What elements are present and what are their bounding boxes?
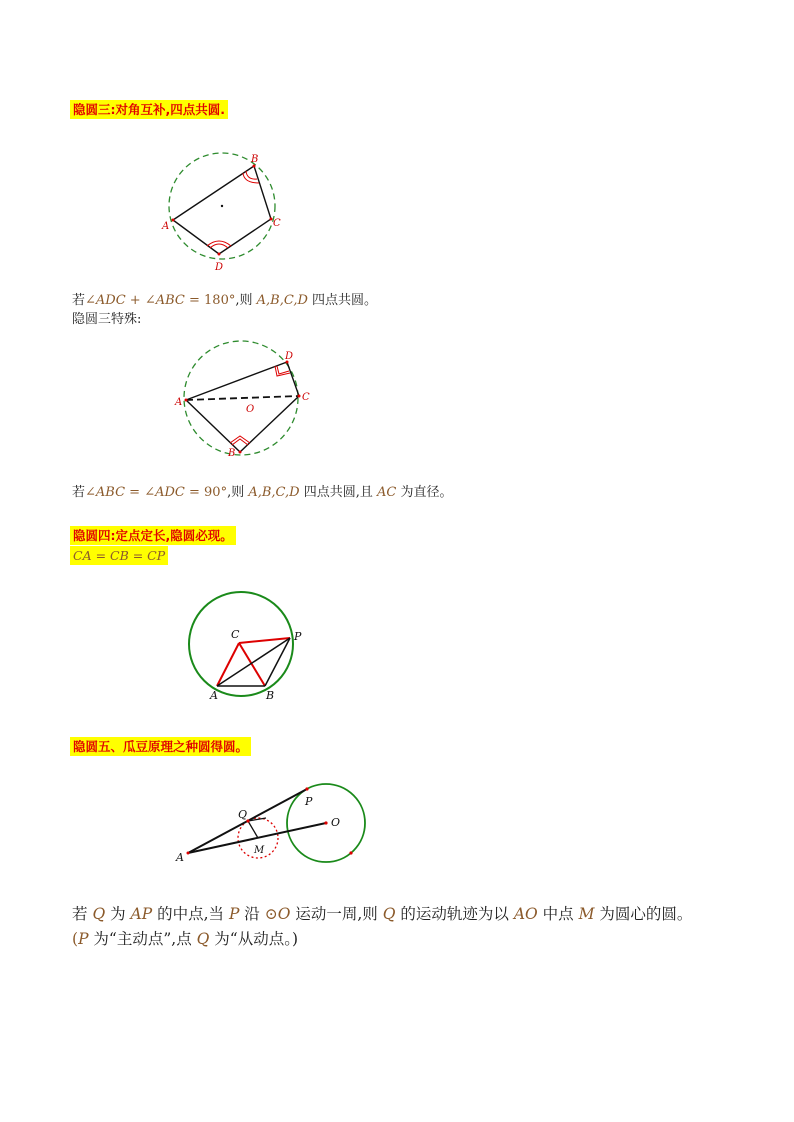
label-c: C (231, 628, 240, 641)
section5-line2: (P 为“主动点”,点 Q 为“从动点。) (72, 930, 299, 948)
special-title: 隐圆三特殊: (72, 312, 142, 327)
section3-heading: 隐圆三:对角互补,四点共圆. (70, 100, 228, 119)
melon-bean-figure (170, 775, 380, 875)
segment-bp (265, 638, 290, 686)
segment-qm (248, 821, 258, 838)
section5-heading: 隐圆五、瓜豆原理之种圆得圆。 (70, 737, 251, 756)
angle-mark-d (210, 244, 228, 248)
label-m: M (254, 845, 265, 856)
label-b: B (228, 448, 236, 459)
right-angle-cyclic-figure (175, 340, 315, 460)
label-b: B (266, 689, 275, 702)
label-a: A (162, 221, 170, 232)
fixed-point-circle-figure (180, 585, 310, 705)
label-c: C (302, 392, 310, 403)
cyclic-quadrilateral-figure (150, 145, 300, 275)
section4-formula: CA = CB = CP (70, 546, 168, 565)
segment-cb (239, 643, 265, 686)
label-b: B (251, 154, 259, 165)
label-a: A (176, 851, 184, 864)
label-c: C (273, 218, 281, 229)
label-o: O (246, 404, 255, 415)
section5-line1: 若 Q 为 AP 的中点,当 P 沿 ⊙O 运动一周,则 Q 的运动轨迹为以 AO 中点 M 为圆心的圆。 (72, 905, 693, 923)
label-o: O (331, 816, 341, 829)
caption-cyclic: 若∠ADC + ∠ABC = 180°,则 A,B,C,D 四点共圆。 (72, 293, 378, 308)
section4-heading: 隐圆四:定点定长,隐圆必现。 (70, 526, 236, 545)
label-d: D (215, 262, 224, 273)
center-dot (221, 205, 223, 207)
label-a: A (175, 397, 183, 408)
diameter-ac (186, 396, 299, 400)
label-a: A (210, 689, 218, 702)
label-d: D (285, 351, 294, 362)
label-q: Q (238, 808, 248, 821)
label-p: P (305, 795, 313, 808)
right-angle-mark-d (277, 366, 289, 374)
green-circle (189, 592, 293, 696)
label-p: P (294, 630, 302, 643)
quadrilateral-adcb (186, 362, 299, 452)
caption-right-angle: 若∠ABC = ∠ADC = 90°,则 A,B,C,D 四点共圆,且 AC 为直径。 (72, 485, 453, 500)
